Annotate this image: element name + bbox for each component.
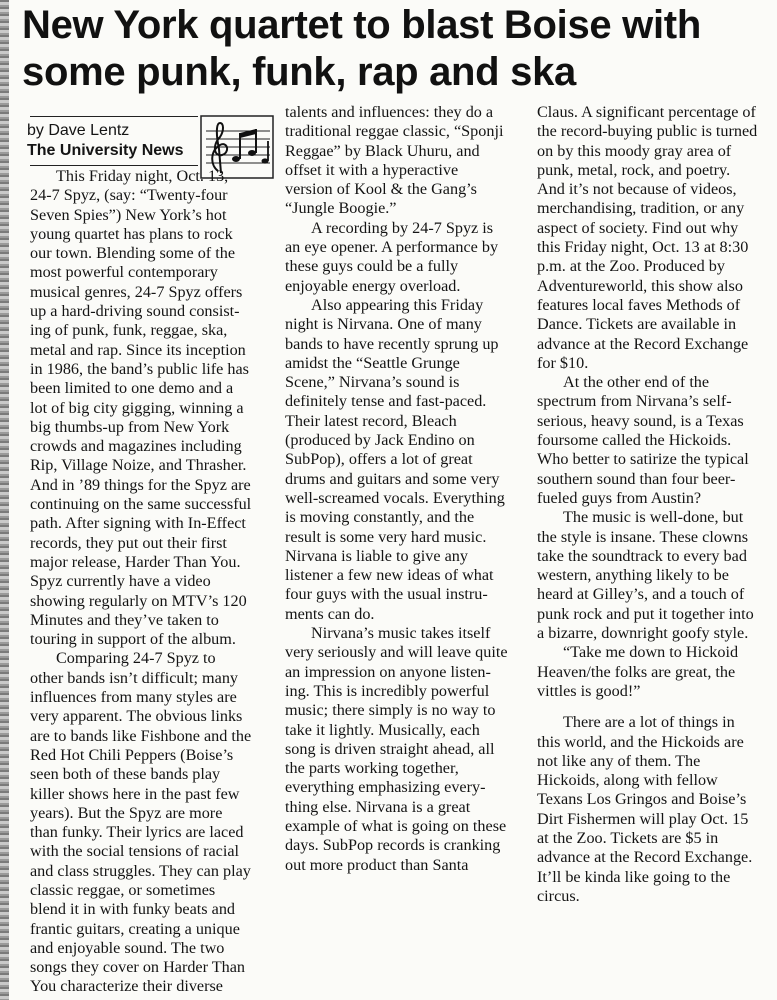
text-line: Heaven/the folks are great, the <box>537 662 736 681</box>
text-line: young quartet has plans to rock <box>30 224 233 243</box>
text-line: traditional reggae classic, “Sponji <box>285 122 504 141</box>
text-line: than funky. Their lyrics are laced <box>30 823 244 842</box>
text-line: this Friday night, Oct. 13 at 8:30 <box>537 238 749 257</box>
text-line: Texans Los Gringos and Boise’s <box>537 790 747 809</box>
text-line: our town. Blending some of the <box>30 244 236 263</box>
text-line: are to bands like Fishbone and the <box>30 726 252 745</box>
text-line: (produced by Jack Endino on <box>285 431 475 450</box>
text-line: continuing on the same successful <box>30 495 252 514</box>
text-line: thing else. Nirvana is a great <box>285 797 471 816</box>
text-line: SubPop), offers a lot of great <box>285 450 473 469</box>
text-line: touring in support of the album. <box>30 630 236 649</box>
text-line: heard at Gilley’s, and a touch of <box>537 585 745 604</box>
text-line: foursome called the Hickoids. <box>537 431 732 450</box>
text-line: “Take me down to Hickoid <box>563 643 739 662</box>
text-line: It’ll be kinda like going to the <box>537 867 731 886</box>
article-column-3 <box>537 103 773 906</box>
text-line: other bands isn’t difficult; many <box>30 668 239 687</box>
text-line: spectrum from Nirvana’s self- <box>537 392 732 411</box>
text-line: Seven Spies”) New York’s hot <box>30 205 227 224</box>
text-line: features local faves Methods of <box>537 295 741 314</box>
text-line: listener a few new ideas of what <box>285 566 494 585</box>
text-line: example of what is going on these <box>285 816 507 835</box>
text-line: Minutes and they’ve taken to <box>30 610 219 629</box>
text-line: offset it with a hyperactive <box>285 160 459 179</box>
text-line: And in ’89 things for the Spyz are <box>30 475 251 494</box>
text-line: showing regularly on MTV’s 120 <box>30 591 247 610</box>
text-line: drums and guitars and some very <box>285 469 500 488</box>
text-line: southern sound than four beer- <box>537 469 736 488</box>
text-line: path. After signing with In-Effect <box>30 514 246 533</box>
text-line: blend it in with funky beats and <box>30 900 236 919</box>
text-line: well-screamed vocals. Everything <box>285 488 505 507</box>
text-line: in 1986, the band’s public life has <box>30 359 249 378</box>
text-line: song is driven straight ahead, all <box>285 739 495 758</box>
text-line: ing of punk, funk, reggae, ska, <box>30 321 228 340</box>
text-line: not like any of them. The <box>537 751 701 770</box>
text-line: killer shows here in the past few <box>30 784 240 803</box>
text-line: enjoyable energy overload. <box>285 276 461 295</box>
text-line: and enjoyable sound. The two <box>30 938 225 957</box>
text-line: There are a lot of things in <box>563 713 735 732</box>
text-line: at the Zoo. Tickets are $5 in <box>537 828 719 847</box>
author: by Dave Lentz <box>27 122 130 139</box>
text-line: and class struggles. They can play <box>30 861 251 880</box>
text-line: very apparent. The obvious links <box>30 707 243 726</box>
text-line: Dance. Tickets are available in <box>537 315 737 334</box>
text-line: And it’s not because of videos, <box>537 180 737 199</box>
text-line: take the soundtrack to every bad <box>537 546 747 565</box>
text-line: A recording by 24-7 Spyz is <box>311 218 494 237</box>
text-line: amidst the “Seattle Grunge <box>285 353 460 372</box>
text-line: years). But the Spyz are more <box>30 803 223 822</box>
text-line: western, anything likely to be <box>537 566 729 585</box>
text-line: musical genres, 24-7 Spyz offers <box>30 282 243 301</box>
text-line: days. SubPop records is cranking <box>285 836 501 855</box>
text-line: Adventureworld, this show also <box>537 276 743 295</box>
text-line: with the social tensions of racial <box>30 842 240 861</box>
text-line: night is Nirvana. One of many <box>285 315 482 334</box>
text-line: for $10. <box>537 353 589 372</box>
text-line: bands to have recently sprung up <box>285 334 499 353</box>
text-line: an impression on anyone listen- <box>285 662 491 681</box>
text-line: circus. <box>537 886 580 905</box>
text-line: aspect of society. Find out why <box>537 218 739 237</box>
text-line: an eye opener. A performance by <box>285 238 499 257</box>
text-line: major release, Harder Than You. <box>30 552 241 571</box>
text-line: everything emphasizing every- <box>285 778 486 797</box>
text-line: Nirvana is liable to give any <box>285 546 468 565</box>
headline <box>22 2 772 96</box>
text-line: Hickoids, along with fellow <box>537 771 718 790</box>
text-line: advance at the Record Exchange <box>537 334 749 353</box>
text-line: definitely tense and fast-paced. <box>285 392 487 411</box>
text-line: At the other end of the <box>563 373 710 392</box>
text-line: talents and influences: they do a <box>285 103 494 121</box>
text-line: merchandising, tradition, or any <box>537 199 745 218</box>
text-line: classic reggae, or sometimes <box>30 880 216 899</box>
text-line: Comparing 24-7 Spyz to <box>56 649 216 668</box>
text-line: Reggae” by Black Uhuru, and <box>285 141 480 160</box>
text-line: crowds and magazines including <box>30 437 242 456</box>
text-line: metal and rap. Since its inception <box>30 340 246 359</box>
text-line: Claus. A significant percentage of <box>537 103 756 121</box>
text-line: The music is well-done, but <box>563 508 744 527</box>
text-line: these guys could be a fully <box>285 257 459 276</box>
text-line: music; there simply is no way to <box>285 701 496 720</box>
text-line: Their latest record, Bleach <box>285 411 457 430</box>
text-line: take it lightly. Musically, each <box>285 720 480 739</box>
text-line: advance at the Record Exchange. <box>537 848 753 867</box>
text-line: frantic guitars, creating a unique <box>30 919 240 938</box>
text-line: This Friday night, Oct. 13, <box>56 167 229 185</box>
text-line: records, they put out their first <box>30 533 227 552</box>
headline-line-2: some punk, funk, rap and ska <box>22 50 576 94</box>
text-line: fueled guys from Austin? <box>537 488 702 507</box>
text-line: four guys with the usual instru- <box>285 585 488 604</box>
text-line: serious, heavy sound, is a Texas <box>537 411 744 430</box>
text-line: most powerful contemporary <box>30 263 218 282</box>
text-line: influences from many styles are <box>30 688 237 707</box>
text-line: You characterize their diverse <box>30 977 223 996</box>
publication-name: The University News <box>27 142 184 159</box>
text-line: on by this moody gray area of <box>537 141 732 160</box>
text-line: seen both of these bands play <box>30 765 221 784</box>
text-line: a bizarre, downright goofy style. <box>537 624 749 643</box>
text-line: the style is insane. These clowns <box>537 527 748 546</box>
text-line: big thumbs-up from New York <box>30 417 230 436</box>
text-line: “Jungle Boogie.” <box>285 199 397 218</box>
text-line: Also appearing this Friday <box>311 295 484 314</box>
text-line: result is some very hard music. <box>285 527 487 546</box>
text-line: up a hard-driving sound consist- <box>30 302 240 321</box>
text-line: the parts working together, <box>285 759 459 778</box>
text-line: version of Kool & the Gang’s <box>285 180 477 199</box>
text-line: Scene,” Nirvana’s sound is <box>285 373 460 392</box>
text-line: Rip, Village Noize, and Thrasher. <box>30 456 247 475</box>
text-line: very seriously and will leave quite <box>285 643 508 662</box>
text-line: vittles is good!” <box>537 681 641 700</box>
text-line: out more product than Santa <box>285 855 469 874</box>
headline-line-1: New York quartet to blast Boise with <box>22 3 701 47</box>
text-line: 24-7 Spyz, (say: “Twenty-four <box>30 186 228 205</box>
text-line: punk, metal, rock, and poetry. <box>537 160 731 179</box>
text-line: Spyz currently have a video <box>30 572 211 591</box>
text-line: lot of big city gigging, winning a <box>30 398 244 417</box>
text-line: is moving constantly, and the <box>285 508 475 527</box>
text-line: been limited to one demo and a <box>30 379 234 398</box>
text-line: songs they cover on Harder Than <box>30 958 246 977</box>
text-line: Dirt Fishermen will play Oct. 15 <box>537 809 749 828</box>
page-edge-scan <box>0 0 9 1000</box>
text-line: punk rock and put it together into <box>537 604 754 623</box>
text-line: p.m. at the Zoo. Produced by <box>537 257 725 276</box>
text-line: ing. This is incredibly powerful <box>285 681 490 700</box>
text-line: Nirvana’s music takes itself <box>311 624 491 643</box>
text-line: the record-buying public is turned <box>537 122 758 141</box>
text-line: this world, and the Hickoids are <box>537 732 744 751</box>
text-line: Red Hot Chili Peppers (Boise’s <box>30 745 234 764</box>
byline-rule-top <box>30 116 198 117</box>
article-column-1 <box>30 123 270 997</box>
text-line: Who better to satirize the typical <box>537 450 749 469</box>
text-line: ments can do. <box>285 604 375 623</box>
article-column-2 <box>285 103 525 875</box>
